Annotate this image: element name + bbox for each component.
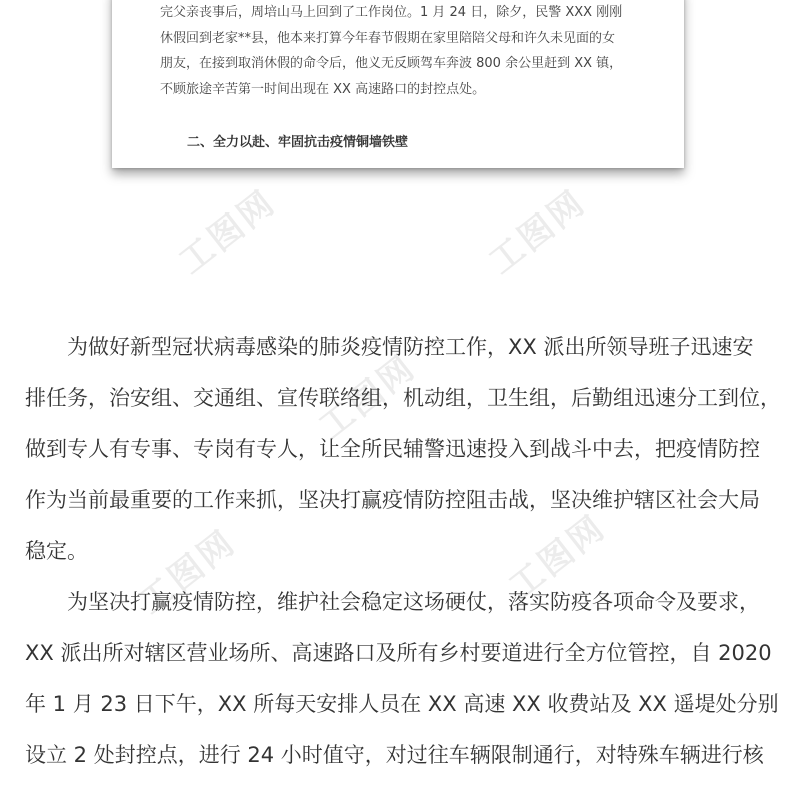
text-line: 做到专人有专事、专岗有专人，让全所民辅警迅速投入到战斗中去，把疫情防控 — [25, 437, 760, 461]
text-line: 设立 2 处封控点，进行 24 小时值守，对过往车辆限制通行，对特殊车辆进行核 — [25, 743, 764, 767]
document-card — [112, 0, 684, 168]
text-line: XX 派出所对辖区营业场所、高速路口及所有乡村要道进行全方位管控，自 2020 — [25, 641, 772, 665]
card-line: 不顾旅途辛苦第一时间出现在 XX 高速路口的封控点处。 — [160, 81, 486, 97]
paragraph-1 — [25, 322, 780, 577]
main-text — [25, 322, 780, 781]
text-line: 为坚决打赢疫情防控，维护社会稳定这场硬仗，落实防疫各项命令及要求， — [67, 590, 760, 614]
text-line: 作为当前最重要的工作来抓，坚决打赢疫情防控阻击战，坚决维护辖区社会大局 — [25, 488, 760, 512]
watermark: 工图网 — [171, 182, 284, 283]
card-line: 完父亲丧事后，周培山马上回到了工作岗位。1 月 24 日，除夕，民警 XXX 刚刚 — [160, 5, 623, 20]
card-line: 朋友，在接到取消休假的命令后，他义无反顾驾车奔波 800 余公里赶到 XX 镇， — [160, 56, 623, 71]
watermark: 工图网 — [131, 522, 244, 623]
watermark: 工图网 — [501, 507, 614, 608]
text-line: 稳定。 — [25, 539, 88, 563]
watermark: 工图网 — [311, 347, 424, 448]
card-line: 休假回到老家**县，他本来打算今年春节假期在家里陪陪父母和许久未见面的女 — [160, 30, 616, 46]
card-paragraph — [160, 0, 660, 102]
watermark: 工图网 — [481, 182, 594, 283]
text-line: 排任务，治安组、交通组、宣传联络组，机动组，卫生组，后勤组迅速分工到位， — [25, 386, 781, 410]
text-line: 为做好新型冠状病毒感染的肺炎疫情防控工作，XX 派出所领导班子迅速安 — [67, 335, 754, 359]
section-heading: 二、全力以赴、牢固抗击疫情铜墙铁壁 — [187, 135, 409, 150]
text-line: 年 1 月 23 日下午，XX 所每天安排人员在 XX 高速 XX 收费站及 XX 遥堤处分别 — [25, 692, 779, 716]
paragraph-2 — [25, 577, 780, 781]
